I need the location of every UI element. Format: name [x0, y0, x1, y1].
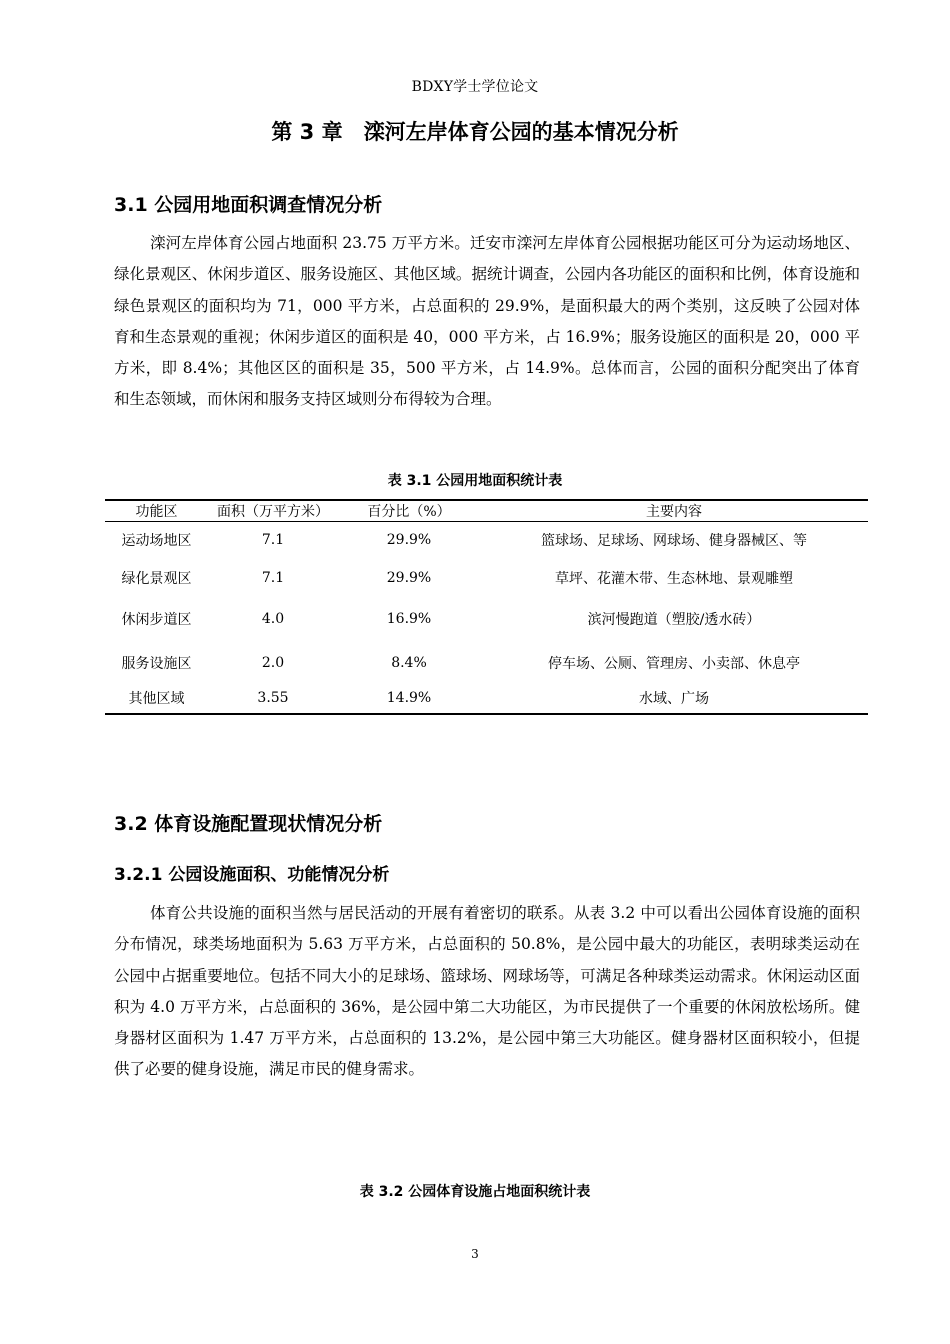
cell-percent: 14.9% — [386, 690, 432, 706]
table-row — [105, 559, 868, 597]
table-row — [105, 684, 868, 714]
table-row — [105, 642, 868, 684]
page-number: 3 — [471, 1247, 479, 1261]
cell-content: 停车场、公厕、管理房、小卖部、休息亭 — [548, 655, 800, 672]
running-header: BDXY学士学位论文 — [411, 79, 539, 95]
area-statistics-table — [105, 499, 868, 715]
cell-area: 2.0 — [261, 654, 285, 671]
table-header-row — [105, 500, 868, 522]
cell-zone: 其他区域 — [128, 691, 185, 707]
cell-zone: 休闲步道区 — [121, 612, 192, 628]
column-header-zone: 功能区 — [105, 500, 208, 522]
column-header-percent: 百分比（%） — [338, 500, 480, 522]
section-3-2-title: 3.2 体育设施配置现状情况分析 — [114, 813, 383, 835]
cell-percent: 8.4% — [391, 654, 427, 671]
table-row — [105, 522, 868, 559]
cell-area: 4.0 — [261, 611, 285, 627]
column-header-content: 主要内容 — [480, 500, 868, 522]
table-3-1-caption: 表 3.1 公园用地面积统计表 — [387, 473, 563, 489]
cell-content: 草坪、花灌木带、生态林地、景观雕塑 — [555, 570, 793, 587]
section-3-2-1-paragraph: 体育公共设施的面积当然与居民活动的开展有着密切的联系。从表 3.2 中可以看出公园体育设施的面积分布情况，球类场地面积为 5.63 万平方米，占总面积的 50.8%，是公园中最大的功能区，表明球类运动在公园中占据重要地位。包括不同大小的足球场、篮球场、网球场等，可满足各种球类运动需求。休闲运动区面积为 4.0 万平方米，占总面积的 36%，是公园中第二大功能区，为市民提供了一个重要的休闲放松场所。健身器材区面积为 1.47 万平方米，占总面积的 13.2%，是公园中第三大功能区。健身器材区面积较小，但提供了必要的健身设施，满足市民的健身需求。 — [114, 904, 860, 1079]
cell-area: 7.1 — [261, 569, 285, 586]
cell-zone: 运动场地区 — [121, 533, 192, 550]
cell-percent: 29.9% — [386, 569, 432, 586]
cell-zone: 服务设施区 — [121, 655, 192, 672]
cell-area: 3.55 — [257, 690, 289, 706]
section-3-1-title: 3.1 公园用地面积调查情况分析 — [114, 194, 383, 216]
cell-percent: 29.9% — [386, 532, 432, 549]
section-3-1-paragraph: 滦河左岸体育公园占地面积 23.75 万平方米。迁安市滦河左岸体育公园根据功能区可分为运动场地区、绿化景观区、休闲步道区、服务设施区、其他区域。据统计调查，公园内各功能区的面积和比例，体育设施和绿色景观区的面积均为 71，000 平方米，占总面积的 29.9%，是面积最大的两个类别，这反映了公园对体育和生态景观的重视；休闲步道区的面积是 40，000 平方米，占 16.9%；服务设施区的面积是 20，000 平方米，即 8.4%；其他区区的面积是 35，500 平方米，占 14.9%。总体而言，公园的面积分配突出了体育和生态领域，而休闲和服务支持区域则分布得较为合理。 — [114, 234, 860, 409]
cell-content: 篮球场、足球场、网球场、健身器械区、等 — [541, 533, 807, 550]
cell-content: 水域、广场 — [639, 691, 709, 707]
cell-percent: 16.9% — [386, 611, 432, 627]
table-3-2-caption: 表 3.2 公园体育设施占地面积统计表 — [359, 1184, 591, 1200]
cell-content: 滨河慢跑道（塑胶/透水砖） — [587, 612, 761, 628]
column-header-area: 面积（万平方米） — [208, 500, 338, 522]
chapter-title: 第 3 章 滦河左岸体育公园的基本情况分析 — [271, 120, 679, 144]
table-row — [105, 597, 868, 642]
subsection-3-2-1-title: 3.2.1 公园设施面积、功能情况分析 — [114, 865, 390, 885]
cell-zone: 绿化景观区 — [121, 570, 192, 587]
cell-area: 7.1 — [261, 532, 285, 549]
